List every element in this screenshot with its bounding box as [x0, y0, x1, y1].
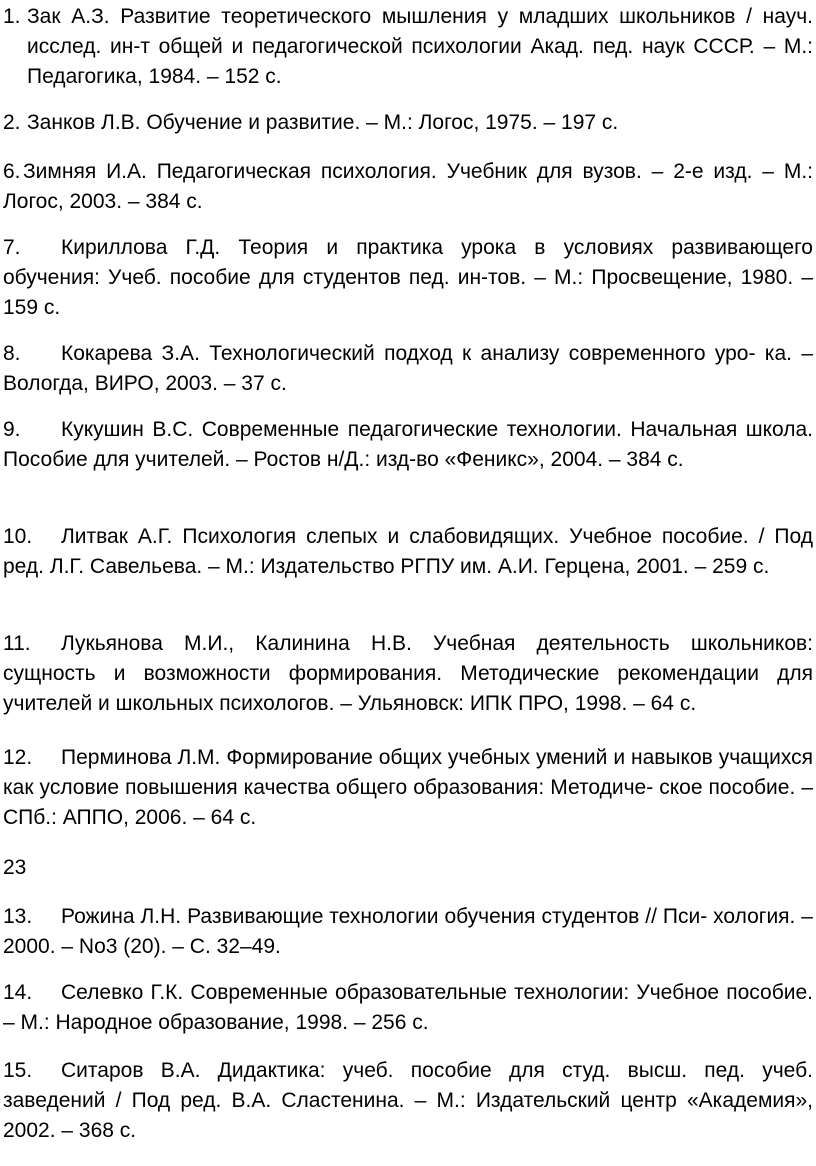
reference-number: 12. — [3, 746, 33, 769]
reference-item-9 — [3, 415, 813, 475]
reference-text: Перминова Л.М. Формирование общих учебных умений и навыков учащихся как условие повышения качества общего образования: Методиче- ское пособие. – СПб.: АППО, 2006. – 64 с. — [3, 746, 813, 829]
reference-item-14 — [3, 978, 813, 1038]
reference-text: Зак А.З. Развитие теоретического мышления у младших школьников / науч. исслед. ин-т общей и педагогической психологии Акад. пед. наук СССР. – М.: Педагогика, 1984. – 152 с. — [27, 5, 813, 88]
reference-number: 8. — [3, 342, 21, 365]
reference-item-2 — [3, 108, 813, 138]
reference-text: Ситаров В.А. Дидактика: учеб. пособие для студ. высш. пед. учеб. заведений / Под ред. В.А. Сластенина. – М.: Издательский центр «Академия», 2002. – 368 с. — [3, 1059, 813, 1142]
reference-number: 10. — [3, 525, 33, 548]
reference-text: Кукушин В.С. Современные педагогические технологии. Начальная школа. Пособие для учителей. – Ростов н/Д.: изд-во «Феникс», 2004. – 384 с. — [3, 418, 813, 471]
reference-text: Кокарева З.А. Технологический подход к анализу современного уро- ка. – Вологда, ВИРО, 2003. – 37 с. — [3, 342, 813, 395]
reference-text: Зимняя И.А. Педагогическая психология. Учебник для вузов. – 2-е изд. – М.: Логос, 2003. – 384 с. — [3, 160, 813, 213]
reference-number: 15. — [3, 1059, 33, 1082]
reference-text: Селевко Г.К. Современные образовательные технологии: Учебное пособие. – М.: Народное образование, 1998. – 256 с. — [3, 981, 813, 1034]
reference-item-7 — [3, 233, 813, 323]
reference-item-8 — [3, 339, 813, 399]
reference-item-10 — [3, 522, 813, 582]
reference-text: Рожина Л.Н. Развивающие технологии обучения студентов // Пси- хология. – 2000. – No3 (20). – С. 32–49. — [3, 905, 813, 958]
reference-item-15 — [3, 1056, 813, 1146]
reference-item-12 — [3, 743, 813, 833]
reference-number: 13. — [3, 905, 33, 928]
reference-number: 1. — [3, 5, 21, 28]
reference-number: 11. — [3, 632, 31, 655]
reference-number: 6. — [3, 160, 21, 183]
reference-text: Литвак А.Г. Психология слепых и слабовидящих. Учебное пособие. / Под ред. Л.Г. Савельева. – М.: Издательство РГПУ им. А.И. Герцена, 2001. – 259 с. — [3, 525, 813, 578]
reference-number: 9. — [3, 418, 21, 441]
reference-item-13 — [3, 902, 813, 962]
reference-number: 2. — [3, 111, 21, 134]
reference-item-1 — [3, 2, 813, 92]
page-number: 23 — [3, 856, 27, 879]
reference-item-6 — [3, 157, 813, 217]
reference-number: 14. — [3, 981, 33, 1004]
reference-number: 7. — [3, 236, 21, 259]
reference-text: Лукьянова М.И., Калинина Н.В. Учебная деятельность школьников: сущность и возможности формирования. Методические рекомендации для учителей и школьных психологов. – Ульяновск: ИПК ПРО, 1998. – 64 с. — [3, 632, 813, 715]
reference-text: Занков Л.В. Обучение и развитие. – М.: Логос, 1975. – 197 с. — [27, 111, 619, 134]
reference-item-11 — [3, 629, 813, 719]
reference-text: Кириллова Г.Д. Теория и практика урока в условиях развивающего обучения: Учеб. пособие для студентов пед. ин-тов. – М.: Просвещение, 1980. – 159 с. — [3, 236, 813, 319]
